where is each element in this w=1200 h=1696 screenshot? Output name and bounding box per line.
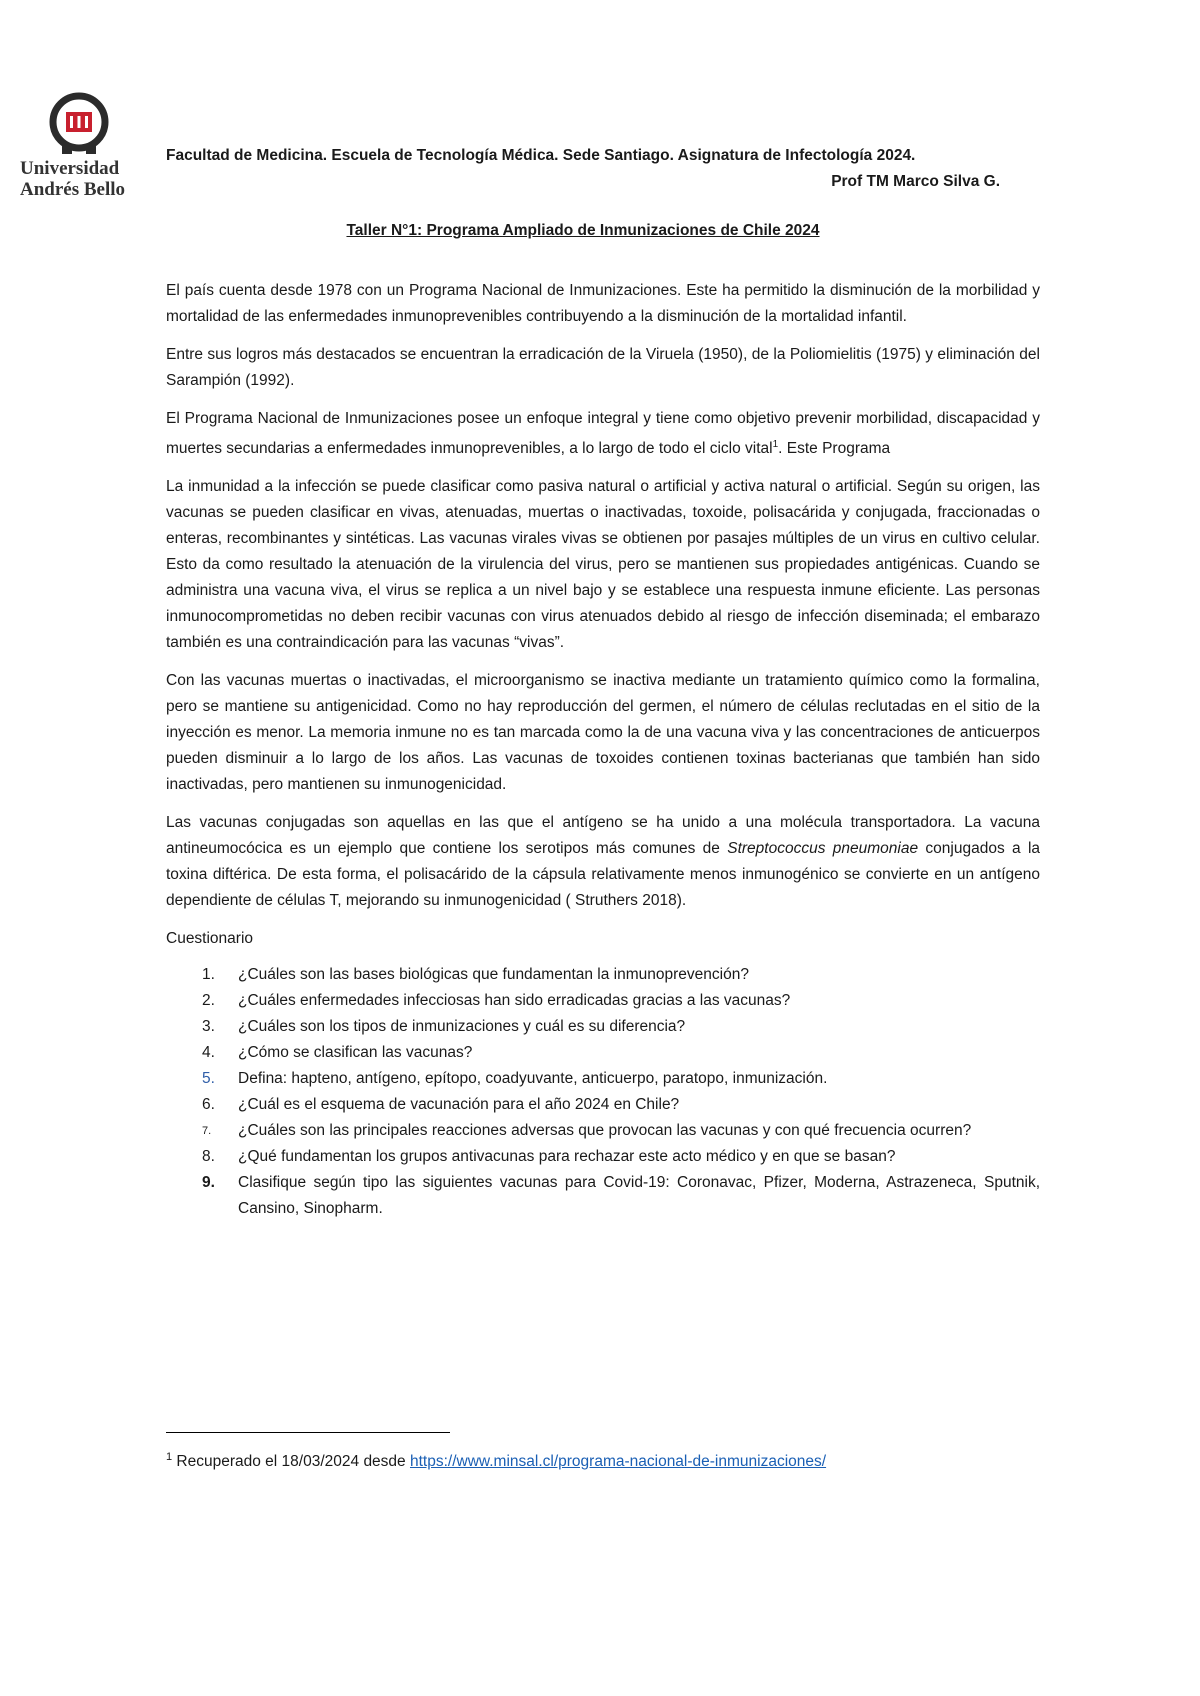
logo-wordmark xyxy=(20,158,138,200)
list-item-number: 8. xyxy=(202,1148,215,1166)
paragraph-achievements: Entre sus logros más destacados se encuentran la erradicación de la Viruela (1950), de la Poliomielitis (1975) y eliminación del Sarampión (1992). xyxy=(166,346,1040,389)
list-item-text: Clasifique según tipo las siguientes vacunas para Covid-19: Coronavac, Pfizer, Moderna, Astrazeneca, Sputnik, Cansino, Sinopharm. xyxy=(238,1174,1040,1218)
list-item-number: 1. xyxy=(202,966,215,984)
list-item-text: ¿Cómo se clasifican las vacunas? xyxy=(238,1044,473,1062)
species-name: Streptococcus pneumoniae xyxy=(727,840,919,858)
footnote-divider xyxy=(166,1432,450,1433)
footnote-text: Recuperado el 18/03/2024 desde xyxy=(172,1453,410,1471)
list-item xyxy=(166,1066,1040,1092)
paragraph-conjugated-tail: conjugados a la toxina diftérica. De esta forma, el polisacárido de la cápsula relativamente menos inmunogénico se convierte en un antígeno dependiente de células T, mejorando su inmunogenicidad ( Struthers 2018). xyxy=(166,840,1041,910)
list-item-text: ¿Cuáles enfermedades infecciosas han sido erradicadas gracias a las vacunas? xyxy=(238,992,791,1010)
logo-line-2: Andrés Bello xyxy=(20,179,126,200)
list-item xyxy=(166,1118,1040,1144)
list-item-text: ¿Cuáles son las bases biológicas que fundamentan la inmunoprevención? xyxy=(238,966,749,984)
questionnaire-label: Cuestionario xyxy=(166,930,254,948)
list-item xyxy=(166,1014,1040,1040)
list-item-number: 5. xyxy=(202,1070,215,1088)
list-item-text: ¿Cuál es el esquema de vacunación para el año 2024 en Chile? xyxy=(238,1096,680,1114)
list-item-number: 6. xyxy=(202,1096,215,1114)
list-item-text: ¿Cuáles son los tipos de inmunizaciones y cuál es su diferencia? xyxy=(238,1018,686,1036)
paragraph-intro: El país cuenta desde 1978 con un Programa Nacional de Inmunizaciones. Este ha permitido la disminución de la morbilidad y mortalidad de las enfermedades inmunoprevenibles contribuyendo a la disminución de la mortalidad infantil. xyxy=(166,282,1040,325)
list-item-number: 2. xyxy=(202,992,215,1010)
university-logo xyxy=(20,92,140,202)
paragraph-inactivated: Con las vacunas muertas o inactivadas, el microorganismo se inactiva mediante un tratamiento químico como la formalina, pero se mantiene su antigenicidad. Como no hay reproducción del germen, el número de células reclutadas en el sitio de la inyección es menor. La memoria inmune no es tan marcada como la de una vacuna viva y las concentraciones de anticuerpos pueden disminuir a lo largo de los años. Las vacunas de toxoides contienen toxinas bacterianas que también han sido inactivadas, pero mantienen su inmunogenicidad. xyxy=(166,672,1040,794)
list-item xyxy=(166,1040,1040,1066)
list-item-text: Defina: hapteno, antígeno, epítopo, coadyuvante, anticuerpo, paratopo, inmunización. xyxy=(238,1070,828,1088)
list-item xyxy=(166,1092,1040,1118)
list-item-text: ¿Cuáles son las principales reacciones adversas que provocan las vacunas y con qué frecuencia ocurren? xyxy=(238,1122,972,1140)
footnote-number: 1 xyxy=(166,1451,173,1463)
logo-line-1: Universidad xyxy=(20,158,120,179)
document-header xyxy=(166,143,1000,195)
header-professor: Prof TM Marco Silva G. xyxy=(831,173,1000,190)
footnote-link[interactable]: https://www.minsal.cl/programa-nacional-de-inmunizaciones/ xyxy=(409,1453,827,1471)
list-item-text: ¿Qué fundamentan los grupos antivacunas para rechazar este acto médico y en que se basan? xyxy=(238,1148,896,1166)
page-title: Taller N°1: Programa Ampliado de Inmunizaciones de Chile 2024 xyxy=(346,222,820,239)
list-item xyxy=(166,1144,1040,1170)
document-body xyxy=(166,278,1040,1222)
list-item-number: 3. xyxy=(202,1018,215,1036)
paragraph-program-objective xyxy=(166,406,1040,462)
list-item-number: 4. xyxy=(202,1044,215,1062)
footnote-reference[interactable]: 1 xyxy=(772,439,779,450)
paragraph-conjugated xyxy=(166,810,1040,914)
header-institution: Facultad de Medicina. Escuela de Tecnología Médica. Sede Santiago. Asignatura de Infectología 2024. xyxy=(166,147,916,164)
list-item xyxy=(166,962,1040,988)
list-item-number: 7. xyxy=(202,1125,212,1138)
university-seal-icon xyxy=(44,92,114,158)
list-item-number: 9. xyxy=(202,1174,215,1192)
footnote xyxy=(166,1446,1066,1473)
paragraph-immunity: La inmunidad a la infección se puede clasificar como pasiva natural o artificial y activa natural o artificial. Según su origen, las vacunas se pueden clasificar en vivas, atenuadas, muertas o inactivadas, toxoide, polisacárida y conjugada, fraccionadas o enteras, recombinantes y sintéticas. Las vacunas virales vivas se obtienen por pasajes múltiples de un virus en cultivo celular. Esto da como resultado la atenuación de la virulencia del virus, pero se mantienen sus propiedades antigénicas. Cuando se administra una vacuna viva, el virus se replica a un nivel bajo y se establece una respuesta inmune eficiente. Las personas inmunocomprometidas no deben recibir vacunas con virus atenuados debido al riesgo de infección diseminada; el embarazo también es una contraindicación para las vacunas “vivas”. xyxy=(166,478,1040,652)
paragraph-program-text: El Programa Nacional de Inmunizaciones posee un enfoque integral y tiene como objetivo prevenir morbilidad, discapacidad y muertes secundarias a enfermedades inmunoprevenibles, a lo largo de todo el ciclo vital xyxy=(166,410,1040,458)
questionnaire-list xyxy=(166,962,1040,1222)
paragraph-conjugated-text: Las vacunas conjugadas son aquellas en las que el antígeno se ha unido a una molécula transportadora. La vacuna antineumocócica es un ejemplo que contiene los serotipos más comunes de xyxy=(166,814,1040,858)
list-item xyxy=(166,1170,1040,1222)
paragraph-program-tail: . Este Programa xyxy=(778,440,891,458)
list-item xyxy=(166,988,1040,1014)
